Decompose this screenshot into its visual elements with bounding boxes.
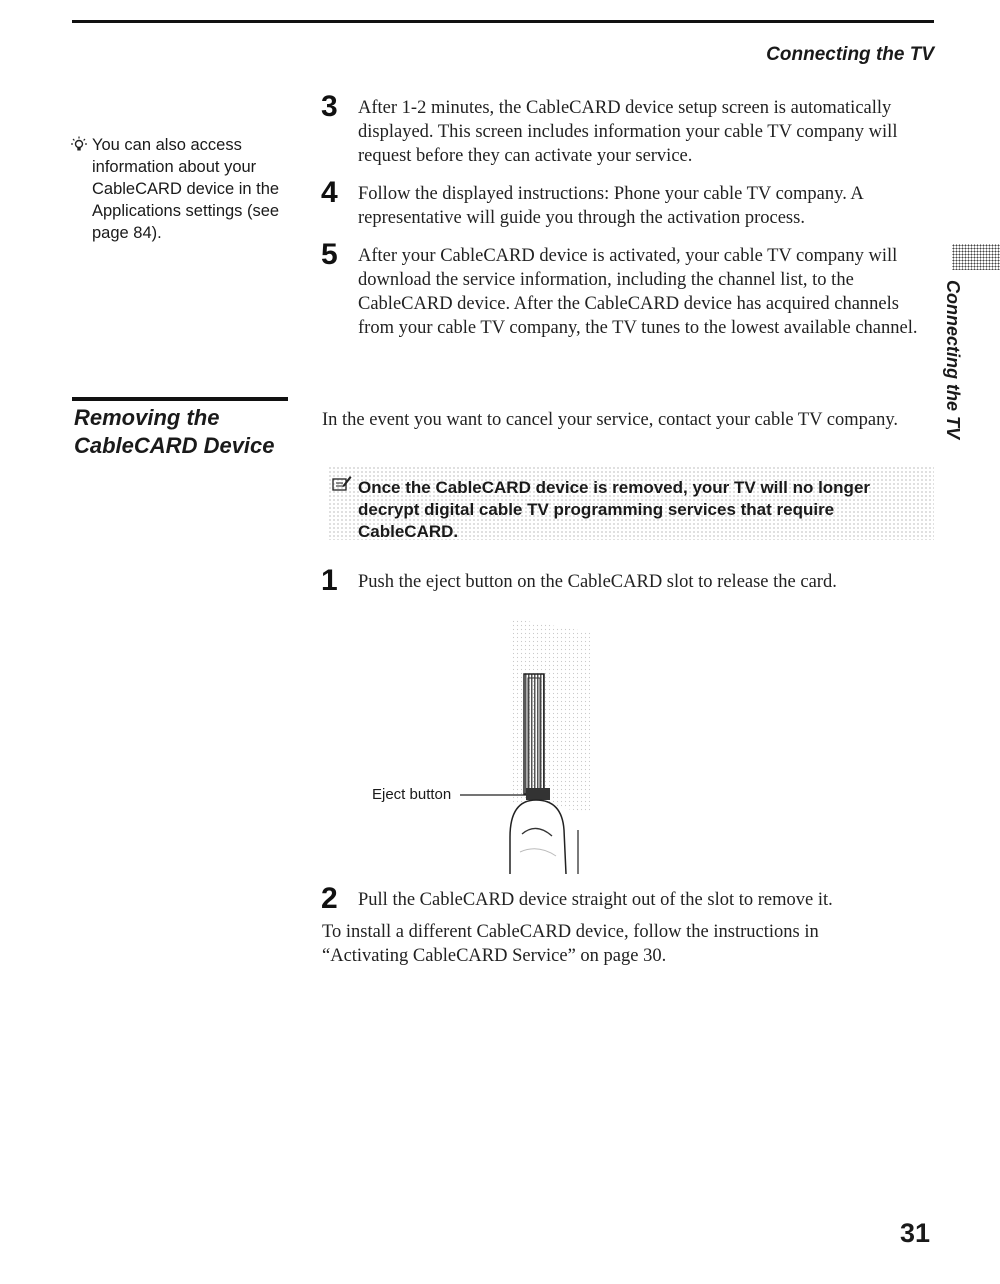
step-number: 4 xyxy=(321,176,338,209)
top-rule xyxy=(72,20,934,23)
tip-text: You can also access information about your CableCARD device in the Applications settings (see page 84). xyxy=(92,136,280,242)
running-header: Connecting the TV xyxy=(766,44,934,65)
step-2-body xyxy=(320,882,932,915)
step-3 xyxy=(320,90,932,168)
steps-top xyxy=(320,90,932,354)
eject-button xyxy=(526,788,550,800)
step-5 xyxy=(320,238,932,340)
cablecard-slot-drawing xyxy=(360,612,620,882)
page-number: 31 xyxy=(899,1218,930,1248)
step-number: 1 xyxy=(321,564,338,597)
step-text: Push the eject button on the CableCARD slot to release the card. xyxy=(358,572,837,592)
step-number: 2 xyxy=(321,882,338,915)
section-rule xyxy=(72,397,288,401)
section-title: Removing the CableCARD Device xyxy=(74,405,275,458)
outro-paragraph: To install a different CableCARD device, follow the instructions in “Activating CableCARD Service” on page 30. xyxy=(322,922,819,966)
side-tab-marker xyxy=(952,244,1000,270)
step-text: Follow the displayed instructions: Phone your cable TV company. A representative will guide you through the activation process. xyxy=(358,184,863,228)
step-text: After 1-2 minutes, the CableCARD device setup screen is automatically displayed. This screen includes information your cable TV company will request before they can activate your service. xyxy=(358,98,898,166)
step-number: 5 xyxy=(321,238,338,271)
eject-button-illustration xyxy=(360,612,620,882)
step-text: After your CableCARD device is activated, your cable TV company will download the service information, including the channel list, to the CableCARD device. After the CableCARD device has acquired channels from your cable TV company, the TV tunes to the lowest available channel. xyxy=(358,246,918,338)
step-1 xyxy=(320,564,932,608)
side-tab-text: Connecting the TV xyxy=(943,280,963,439)
lightbulb-icon xyxy=(70,136,88,154)
note-text: Once the CableCARD device is removed, your TV will no longer decrypt digital cable TV programming services that require CableCARD. xyxy=(358,478,871,541)
tip-box xyxy=(76,134,296,244)
step-text: Pull the CableCARD device straight out of the slot to remove it. xyxy=(358,890,833,910)
intro-paragraph: In the event you want to cancel your service, contact your cable TV company. xyxy=(322,410,899,430)
step-4 xyxy=(320,176,932,230)
step-number: 3 xyxy=(321,90,338,123)
eject-button-label: Eject button xyxy=(372,786,452,803)
side-tab-label xyxy=(943,280,977,440)
step-1-body xyxy=(320,564,932,597)
note-pencil-icon xyxy=(332,474,352,492)
note-box xyxy=(328,466,934,540)
